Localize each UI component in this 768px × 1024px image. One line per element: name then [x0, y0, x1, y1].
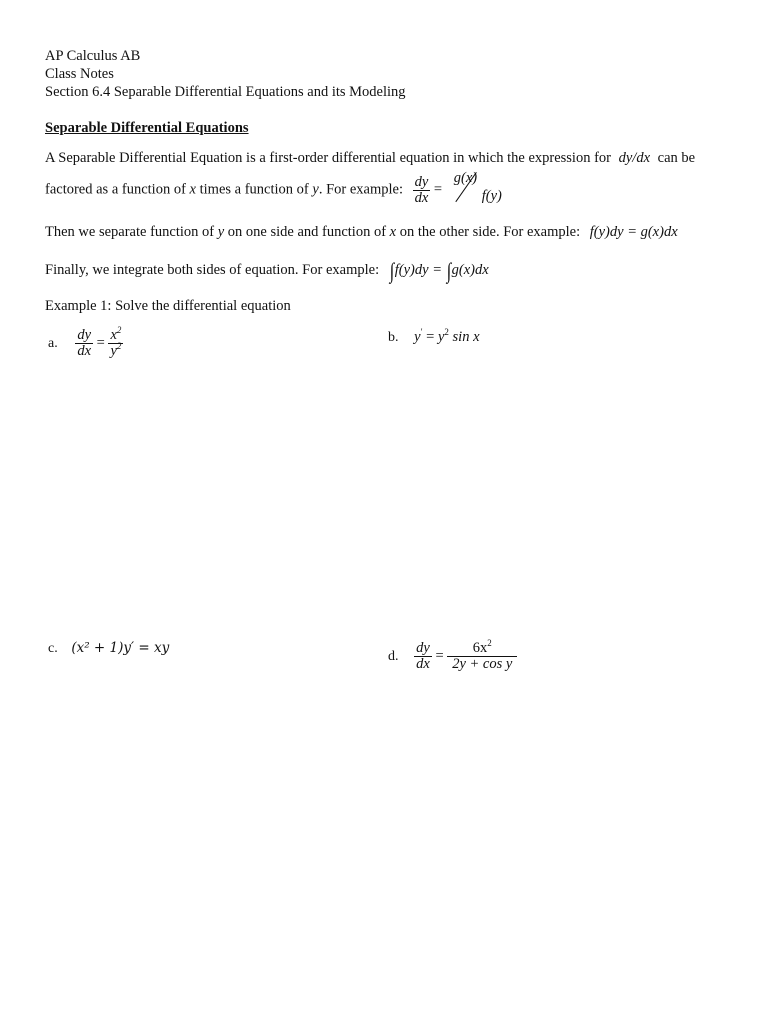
problem-d-lhs-fraction	[414, 641, 432, 672]
problem-a-equals: =	[96, 335, 105, 351]
separation-line	[45, 224, 678, 241]
problem-d-lhs-den: dx	[416, 656, 430, 672]
integral-sign-left: ∫	[389, 258, 395, 283]
frac-numerator: dy	[414, 173, 429, 190]
problem-d-lhs-num: dy	[416, 640, 430, 656]
separation-text-2: on one side and function of	[227, 224, 387, 240]
problem-a-den-exp: 2	[116, 341, 122, 352]
problem-d-exp: 2	[487, 638, 492, 649]
problem-a-rhs-den: y	[110, 343, 117, 359]
definition-text: A Separable Differential Equation is a first-order differential equation in which the expression for	[45, 150, 611, 166]
dy-dx-expression: dy/dx	[618, 150, 651, 166]
slash-fraction	[446, 172, 512, 208]
separation-text-3: on the other side. For example:	[399, 224, 581, 240]
definition-text-2: factored as a function of	[45, 181, 186, 198]
problem-b-exp: 2	[444, 327, 449, 338]
separation-text-1: Then we separate function of	[45, 224, 215, 240]
problem-c	[48, 640, 169, 657]
var-x: x	[189, 181, 196, 198]
problem-d-rhs-num: 6x	[472, 640, 488, 656]
doc-type: Class Notes	[45, 66, 114, 82]
problem-b-lhs: y	[414, 329, 421, 345]
problem-d	[388, 638, 517, 672]
integral-lhs: f(y)dy =	[394, 262, 442, 278]
problem-d-rhs-den: 2y + cos y	[452, 656, 513, 672]
integration-line	[45, 258, 489, 283]
definition-text-end: can be	[657, 150, 696, 166]
problem-c-expression: (x² + 1)y′ = xy	[71, 640, 170, 656]
definition-text-3: times a function of	[199, 181, 309, 198]
var-y-2: y	[217, 224, 225, 240]
problem-a-lhs-fraction	[75, 328, 93, 359]
problem-b-rhs: y	[437, 329, 445, 345]
equals-sign: =	[433, 181, 443, 198]
problem-a-rhs-fraction	[108, 325, 123, 359]
example-title: Example 1: Solve the differential equation	[45, 298, 291, 314]
definition-line-1	[45, 150, 695, 167]
problem-a-label: a.	[48, 335, 58, 351]
problem-a-lhs-num: dy	[77, 327, 92, 343]
var-y: y	[312, 181, 319, 198]
problem-a	[48, 325, 123, 359]
g-of-x: g(x)	[453, 170, 478, 186]
f-of-y: f(y)	[481, 188, 502, 204]
problem-d-rhs-fraction	[447, 638, 517, 672]
var-x-2: x	[389, 224, 397, 240]
definition-line-2	[45, 172, 512, 208]
derivative-fraction	[413, 175, 431, 206]
problem-b	[388, 329, 480, 346]
problem-b-prime: ′	[420, 327, 423, 338]
problem-b-label: b.	[388, 330, 399, 345]
problem-b-equals: =	[426, 329, 435, 345]
frac-denominator: dx	[414, 189, 429, 206]
separated-equation: f(y)dy = g(x)dx	[589, 224, 678, 240]
problem-a-lhs-den: dx	[77, 343, 92, 359]
integral-rhs: g(x)dx	[451, 262, 489, 278]
problem-a-rhs-num: x	[110, 327, 117, 343]
integration-text: Finally, we integrate both sides of equation. For example:	[45, 262, 380, 278]
problem-b-sin: sin x	[452, 329, 480, 345]
section-heading: Separable Differential Equations	[45, 120, 249, 136]
integral-sign-right: ∫	[446, 258, 451, 283]
problem-a-num-exp: 2	[116, 325, 122, 336]
definition-text-4: . For example:	[318, 181, 403, 198]
problem-c-label: c.	[48, 641, 58, 656]
section-title: Section 6.4 Separable Differential Equations and its Modeling	[45, 84, 406, 100]
problem-d-label: d.	[388, 648, 399, 664]
problem-d-equals: =	[435, 648, 444, 664]
course-title: AP Calculus AB	[45, 48, 141, 64]
